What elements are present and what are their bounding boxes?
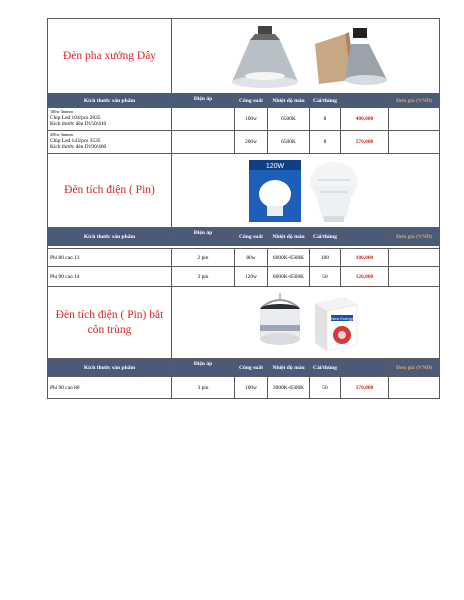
battery-bulb-image bbox=[304, 158, 364, 224]
table-row bbox=[48, 108, 440, 131]
color-temp-cell: 6000K-6500K bbox=[268, 267, 310, 287]
header-per-box: Cái/thùng bbox=[310, 359, 341, 377]
empty-cell bbox=[389, 249, 440, 267]
section-1-title-row bbox=[48, 19, 440, 94]
price-cell: 170,000 bbox=[341, 377, 389, 399]
power-cell: 100w bbox=[235, 108, 268, 131]
voltage-cell: 2 pin bbox=[172, 249, 235, 267]
product-line: 200w 3mmm bbox=[50, 132, 73, 138]
per-box-cell: 100 bbox=[310, 249, 341, 267]
voltage-cell: 3 pin bbox=[172, 267, 235, 287]
header-unit-price: Đơn giá (VNĐ) bbox=[389, 94, 440, 108]
product-cell: Phi 90 cao 80 bbox=[48, 377, 172, 399]
header-power: Công suất bbox=[235, 359, 268, 377]
header-unit-price: Đơn giá (VNĐ) bbox=[389, 359, 440, 377]
header-color-temp: Nhiệt độ màu bbox=[268, 94, 310, 108]
header-per-box: Cái/thùng bbox=[310, 94, 341, 108]
per-box-cell: 50 bbox=[310, 377, 341, 399]
section-title: Đèn tích điện ( Pin) bbox=[48, 154, 172, 228]
section-2-header-row bbox=[48, 228, 440, 246]
price-cell: 126,000 bbox=[341, 267, 389, 287]
table-row bbox=[48, 131, 440, 154]
section-3-title-row bbox=[48, 287, 440, 359]
section-1-header-row bbox=[48, 94, 440, 108]
header-unit-price: Đơn giá (VNĐ) bbox=[389, 228, 440, 246]
header-power: Công suất bbox=[235, 94, 268, 108]
price-sheet bbox=[47, 18, 439, 399]
header-per-box: Cái/thùng bbox=[310, 228, 341, 246]
header-voltage: Điện áp bbox=[172, 359, 235, 377]
table-row bbox=[48, 377, 440, 399]
color-temp-cell: 6500K bbox=[268, 131, 310, 154]
power-cell: 80w bbox=[235, 249, 268, 267]
empty-cell bbox=[389, 108, 440, 131]
header-size: Kích thước sản phẩm bbox=[48, 94, 172, 108]
product-line: 100w 3mmm bbox=[50, 109, 73, 115]
product-images bbox=[172, 154, 440, 228]
per-box-cell: 8 bbox=[310, 131, 341, 154]
highbay-lamp-box-image bbox=[311, 24, 391, 88]
empty-cell bbox=[389, 267, 440, 287]
price-cell: 106,000 bbox=[341, 249, 389, 267]
highbay-lamp-image bbox=[220, 24, 310, 88]
empty-cell bbox=[389, 131, 440, 154]
price-cell: 576,000 bbox=[341, 131, 389, 154]
section-title-line: côn trùng bbox=[87, 323, 132, 336]
power-cell: 100w bbox=[235, 377, 268, 399]
header-empty bbox=[341, 359, 389, 377]
header-voltage: Điện áp bbox=[172, 94, 235, 108]
header-color-temp: Nhiệt độ màu bbox=[268, 228, 310, 246]
section-title-line: Đèn tích điện ( Pin) bắt bbox=[55, 309, 164, 322]
price-cell: 400,000 bbox=[341, 108, 389, 131]
insect-box-label: New Energy bbox=[331, 315, 354, 321]
color-temp-cell: 6000K-6500K bbox=[268, 249, 310, 267]
header-color-temp: Nhiệt độ màu bbox=[268, 359, 310, 377]
product-images bbox=[172, 287, 440, 359]
product-line: Kích thước đèn D150/410 bbox=[50, 121, 107, 128]
product-line: Chip Led 104/pcs 2835 bbox=[50, 115, 101, 122]
power-cell: 200w bbox=[235, 131, 268, 154]
per-box-cell: 50 bbox=[310, 267, 341, 287]
power-cell: 120w bbox=[235, 267, 268, 287]
header-empty bbox=[341, 228, 389, 246]
voltage-cell: 3 pin bbox=[172, 377, 235, 399]
header-empty bbox=[341, 94, 389, 108]
color-temp-cell: 6500K bbox=[268, 108, 310, 131]
section-title bbox=[48, 287, 172, 359]
price-table bbox=[47, 18, 440, 399]
section-title: Đèn pha xưởng Dây bbox=[48, 19, 172, 94]
table-row bbox=[48, 267, 440, 287]
table-row bbox=[48, 249, 440, 267]
section-2-title-row bbox=[48, 154, 440, 228]
voltage-cell bbox=[172, 108, 235, 131]
product-cell: Phi 90 cao 14 bbox=[48, 267, 172, 287]
section-3-header-row bbox=[48, 359, 440, 377]
product-cell bbox=[48, 131, 172, 154]
insect-lamp-image bbox=[250, 291, 310, 355]
empty-cell bbox=[389, 377, 440, 399]
header-size: Kích thước sản phẩm bbox=[48, 359, 172, 377]
battery-bulb-box-image bbox=[247, 158, 303, 224]
header-voltage: Điện áp bbox=[172, 228, 235, 246]
header-size: Kích thước sản phẩm bbox=[48, 228, 172, 246]
box-label: 120W bbox=[265, 162, 284, 170]
color-temp-cell: 3000K-6500K bbox=[268, 377, 310, 399]
header-power: Công suất bbox=[235, 228, 268, 246]
product-cell bbox=[48, 108, 172, 131]
insect-lamp-box-image bbox=[311, 293, 361, 353]
voltage-cell bbox=[172, 131, 235, 154]
product-line: Chip Led 143/pcs 3535 bbox=[50, 138, 101, 145]
per-box-cell: 8 bbox=[310, 108, 341, 131]
product-line: Kích thước đèn D190/460 bbox=[50, 144, 107, 151]
product-images bbox=[172, 19, 440, 94]
product-cell: Phi 80 cao 13 bbox=[48, 249, 172, 267]
